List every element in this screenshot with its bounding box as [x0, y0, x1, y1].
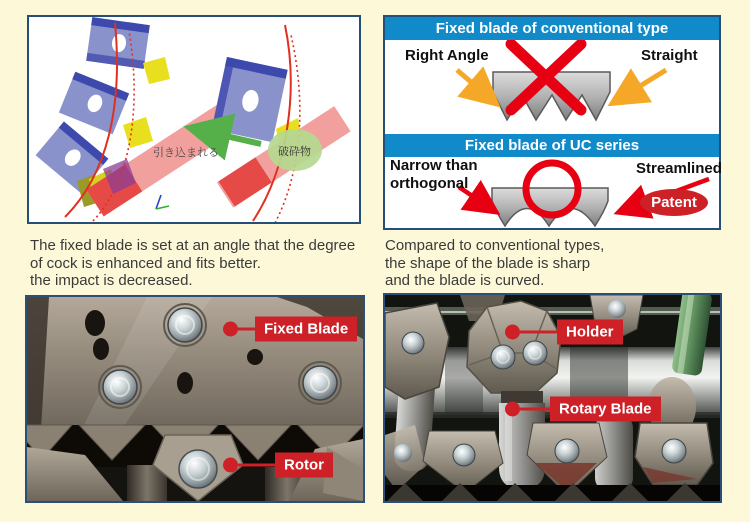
orthogonal-line: orthogonal: [390, 175, 469, 192]
rotor-callout: [223, 453, 333, 478]
right-angle-arrow-icon: [457, 70, 493, 101]
rotor-label: Rotor: [275, 453, 333, 478]
blade-comparison-panel: [383, 15, 721, 230]
narrow-than-orthogonal-label: [390, 157, 478, 193]
uc-series-header: Fixed blade of UC series: [385, 134, 719, 157]
callout-line: [238, 464, 275, 467]
blade-angle-diagram: [29, 17, 359, 222]
uc-series-section: [385, 157, 722, 228]
axis-glyph-icon: [156, 195, 169, 209]
left-caption-line1: The fixed blade is set at an angle that the degree: [30, 237, 356, 254]
callout-dot-icon: [505, 325, 520, 340]
fixed-blade-label: Fixed Blade: [255, 317, 357, 342]
blade-angle-diagram-panel: [27, 15, 361, 224]
uc-blade-shape: [492, 188, 608, 226]
crushed-material-label: 破砕物: [278, 146, 311, 158]
callout-dot-icon: [505, 402, 520, 417]
right-caption-line2: the shape of the blade is sharp: [385, 254, 591, 272]
right-caption: [385, 237, 604, 290]
rotor-bolt: [179, 450, 217, 488]
fixed-blade-callout: [223, 317, 357, 342]
left-caption-line3: the impact is decreased.: [30, 272, 193, 289]
fixed-blade-photo: [25, 295, 365, 503]
left-caption: [30, 237, 355, 290]
narrow-than-line: Narrow than: [390, 157, 478, 174]
patent-badge: Patent: [640, 189, 708, 216]
callout-dot-icon: [223, 458, 238, 473]
callout-dot-icon: [223, 322, 238, 337]
straight-label: Straight: [641, 47, 698, 64]
rotary-blade-photo: [383, 293, 722, 503]
conventional-header: Fixed blade of conventional type: [385, 17, 719, 40]
callout-line: [238, 328, 255, 331]
streamlined-label: Streamlined: [636, 160, 722, 177]
drawn-in-label: 引き込まれる: [153, 147, 219, 159]
callout-line: [520, 331, 557, 334]
right-caption-line3: and the blade is curved.: [385, 272, 545, 289]
right-caption-line1: Compared to conventional types,: [385, 237, 605, 254]
straight-arrow-icon: [616, 70, 666, 101]
rotary-blade-callout: [505, 397, 661, 422]
conventional-section: [385, 40, 719, 134]
right-angle-label: Right Angle: [405, 47, 489, 64]
holder-label: Holder: [557, 320, 623, 345]
rotary-blade-label: Rotary Blade: [550, 397, 661, 422]
callout-line: [520, 408, 550, 411]
left-caption-line2: of cock is enhanced and fits better.: [30, 254, 261, 272]
holder-callout: [505, 320, 623, 345]
